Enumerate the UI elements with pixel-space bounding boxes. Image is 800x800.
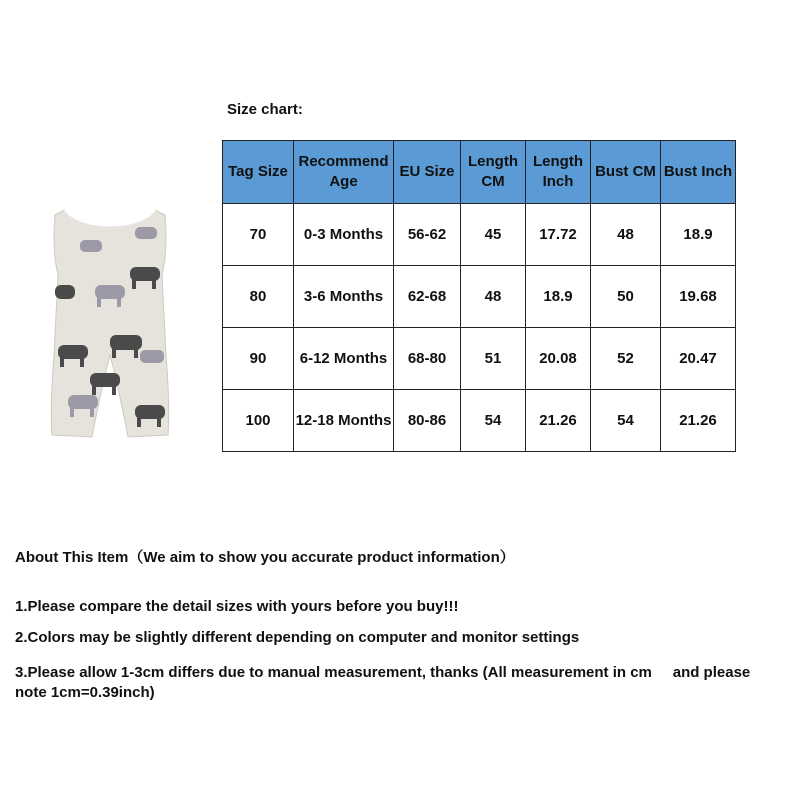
cell-eu-size: 56-62 — [394, 204, 461, 266]
cell-length-inch: 17.72 — [526, 204, 591, 266]
table-row — [223, 204, 736, 266]
cell-bust-cm: 52 — [591, 328, 661, 390]
table-row — [223, 266, 736, 328]
column-header: Recommend Age — [294, 141, 394, 204]
cell-tag-size: 70 — [223, 204, 294, 266]
cell-bust-inch: 18.9 — [661, 204, 736, 266]
cell-eu-size: 62-68 — [394, 266, 461, 328]
cell-bust-cm: 50 — [591, 266, 661, 328]
column-header: Bust CM — [591, 141, 661, 204]
cell-eu-size: 68-80 — [394, 328, 461, 390]
column-header: Tag Size — [223, 141, 294, 204]
table-row — [223, 328, 736, 390]
note-2: 2.Colors may be slightly different depending on computer and monitor settings — [15, 629, 580, 646]
cell-age: 12-18 Months — [294, 390, 394, 452]
cell-bust-inch: 19.68 — [661, 266, 736, 328]
cell-bust-cm: 54 — [591, 390, 661, 452]
note-3: 3.Please allow 1-3cm differs due to manual measurement, thanks (All measurement in cm and please note 1cm=0.39inch) — [15, 664, 755, 701]
cell-length-cm: 51 — [461, 328, 526, 390]
column-header: Length CM — [461, 141, 526, 204]
table-row — [223, 390, 736, 452]
romper-product-image — [40, 205, 180, 440]
table-header-row — [223, 141, 736, 204]
cell-bust-cm: 48 — [591, 204, 661, 266]
cell-tag-size: 90 — [223, 328, 294, 390]
size-chart-table — [222, 140, 736, 452]
cell-tag-size: 80 — [223, 266, 294, 328]
column-header: Length Inch — [526, 141, 591, 204]
cell-tag-size: 100 — [223, 390, 294, 452]
cell-bust-inch: 21.26 — [661, 390, 736, 452]
cell-length-cm: 45 — [461, 204, 526, 266]
cell-age: 3-6 Months — [294, 266, 394, 328]
cell-length-inch: 18.9 — [526, 266, 591, 328]
column-header: Bust Inch — [661, 141, 736, 204]
cell-age: 6-12 Months — [294, 328, 394, 390]
size-chart-title: Size chart: — [227, 101, 303, 118]
about-heading: About This Item（We aim to show you accurate product information） — [15, 549, 515, 566]
cell-bust-inch: 20.47 — [661, 328, 736, 390]
note-1: 1.Please compare the detail sizes with yours before you buy!!! — [15, 598, 459, 615]
cell-age: 0-3 Months — [294, 204, 394, 266]
cell-length-cm: 54 — [461, 390, 526, 452]
cell-length-cm: 48 — [461, 266, 526, 328]
cell-length-inch: 21.26 — [526, 390, 591, 452]
column-header: EU Size — [394, 141, 461, 204]
cell-length-inch: 20.08 — [526, 328, 591, 390]
cell-eu-size: 80-86 — [394, 390, 461, 452]
